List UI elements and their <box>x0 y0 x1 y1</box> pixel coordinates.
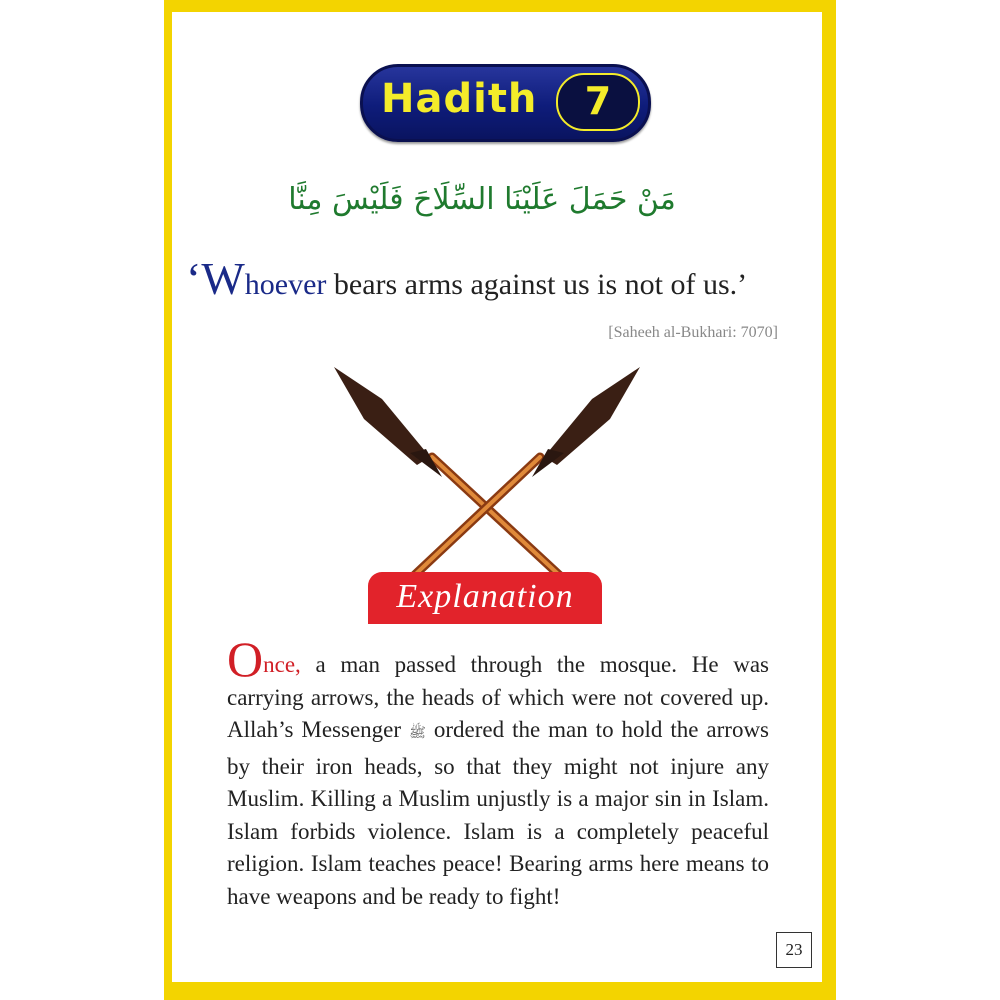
hadith-number-badge <box>556 73 640 131</box>
translation-initial: W <box>201 253 245 304</box>
page <box>172 12 822 982</box>
crossed-spears-icon <box>322 357 652 597</box>
paragraph-lead: nce, <box>263 652 301 677</box>
paragraph-text-2: ordered the man to hold the arrows by their iron heads, so that they might not injure any Muslim. Killing a Muslim unjustly is a major sin in Islam. Islam forbids violence. Islam is a completely peaceful religion. Islam teaches peace! Bearing arms here means to have weapons and be ready to fight! <box>227 717 770 909</box>
translation-lead: hoever <box>244 268 327 301</box>
explanation-heading: Explanation <box>396 578 574 615</box>
page-number: 23 <box>776 932 812 968</box>
page-frame <box>164 0 836 1000</box>
hadith-title: Hadith <box>381 76 538 122</box>
drop-cap: O <box>227 631 264 687</box>
arabic-hadith-text: مَنْ حَمَلَ عَلَيْنَا السِّلَاحَ فَلَيْسَ مِنَّا <box>288 182 676 217</box>
explanation-paragraph <box>227 631 770 913</box>
explanation-banner <box>368 572 602 624</box>
hadith-source: [Saheeh al-Bukhari: 7070] <box>608 324 778 341</box>
hadith-translation <box>186 252 816 305</box>
pbuh-icon: ﷺ <box>409 726 426 741</box>
hadith-title-badge <box>360 64 651 142</box>
hadith-number: 7 <box>584 79 612 123</box>
translation-text: bears arms against us is not of us.’ <box>326 268 748 301</box>
open-quote: ‘ <box>186 253 202 304</box>
paragraph-text-1: a man passed through the mosque. He was carrying arrows, the heads of which were not covered up. Allah’s Messenger <box>227 652 769 742</box>
